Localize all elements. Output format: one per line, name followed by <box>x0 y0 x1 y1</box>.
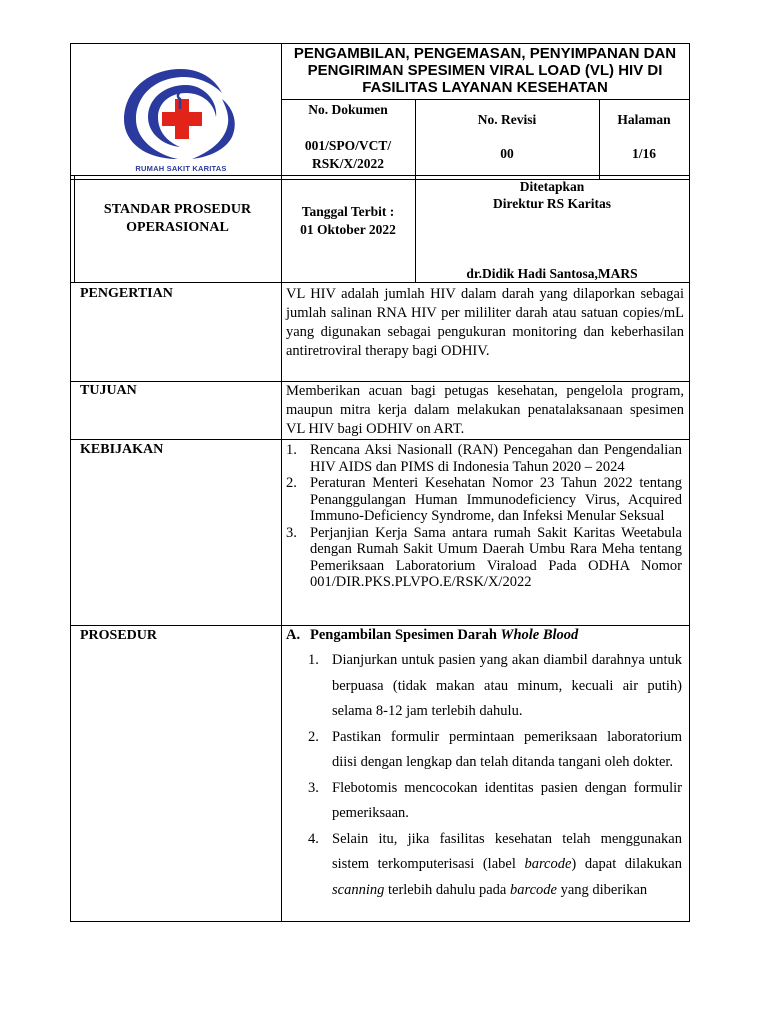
doc-number-value-2: RSK/X/2022 <box>311 156 384 171</box>
prosedur-list <box>308 648 682 903</box>
revision-cell <box>415 111 599 163</box>
title-line-1: PENGAMBILAN, PENGEMASAN, PENYIMPANAN DAN <box>293 45 677 62</box>
prosedur-label: PROSEDUR <box>80 628 158 643</box>
kebijakan-label: KEBIJAKAN <box>80 442 164 457</box>
page-value: 1/16 <box>631 146 656 161</box>
sop-label <box>74 201 281 237</box>
logo-text: RUMAH SAKIT KARITAS <box>135 164 227 173</box>
prosedur-subheading: A. Pengambilan Spesimen Darah Whole Blood <box>286 627 579 643</box>
page-cell <box>599 111 689 163</box>
list-item: 1. Dianjurkan untuk pasien yang akan diambil darahnya untuk berpuasa (tidak makan atau minum, kecuali air putih) selama 8-12 jam terlebih dahulu. <box>308 652 682 719</box>
tujuan-text: Memberikan acuan bagi petugas kesehatan, pengelola program, maupun mitra kerja dalam melakukan penatalaksanaan spesimen VL HIV bagi ODHIV on ART. <box>286 383 684 437</box>
document-title <box>281 45 689 96</box>
title-line-2: PENGIRIMAN SPESIMEN VIRAL LOAD (VL) HIV DI <box>307 62 663 79</box>
title-line-3: FASILITAS LAYANAN KESEHATAN <box>362 79 608 96</box>
revision-value: 00 <box>500 146 514 161</box>
list-item: 2. Peraturan Menteri Kesehatan Nomor 23 Tahun 2022 tentang Penanggulangan Human Immunodeficiency Virus, Acquired Immuno-Deficiency Syndrome, dan Infeksi Menular Seksual <box>286 475 682 524</box>
page-label: Halaman <box>617 112 671 127</box>
hospital-logo <box>118 63 244 175</box>
pengertian-text: VL HIV adalah jumlah HIV dalam darah yang dilaporkan sebagai jumlah salinan RNA HIV per mililiter darah atau satuan copies/mL yang digunakan sebagai pengukuran monitoring dan keberhasilan antiretroviral therapy bagi ODHIV. <box>286 286 684 359</box>
revision-label: No. Revisi <box>477 112 537 127</box>
tujuan-label: TUJUAN <box>80 383 137 398</box>
sop-label-line-1: STANDAR PROSEDUR <box>103 202 252 217</box>
pengertian-label: PENGERTIAN <box>80 286 173 301</box>
issued-date-cell <box>281 203 415 239</box>
doc-number-label: No. Dokumen <box>308 102 388 117</box>
list-item: 3. Perjanjian Kerja Sama antara rumah Sakit Karitas Weetabula dengan Rumah Sakit Umum Daerah Umbu Rara Meha tentang Pemeriksaan Laboratorium Viraload Pada ODHA Nomor 001/DIR.PKS.PLVPO.E/RSK/X/2022 <box>286 524 682 590</box>
doc-number-value-1: 001/SPO/VCT/ <box>304 138 392 153</box>
list-item: 3. Flebotomis mencocokan identitas pasien dengan formulir pemeriksaan. <box>308 779 682 821</box>
issued-label: Tanggal Terbit : <box>301 204 395 219</box>
doc-number-cell <box>281 101 415 173</box>
approved-by: Direktur RS Karitas <box>493 196 611 211</box>
hospital-logo-icon <box>118 63 244 163</box>
issued-value: 01 Oktober 2022 <box>300 222 396 237</box>
approved-label: Ditetapkan <box>519 179 585 194</box>
list-item: 1. Rencana Aksi Nasionall (RAN) Pencegahan dan Pengendalian HIV AIDS dan PIMS di Indonesia Tahun 2020 – 2024 <box>286 442 682 475</box>
signatory-name: dr.Didik Hadi Santosa,MARS <box>466 266 638 281</box>
approval-cell <box>415 178 689 212</box>
kebijakan-list <box>286 442 682 591</box>
list-item: 4. Selain itu, jika fasilitas kesehatan telah menggunakan sistem terkomputerisasi (label barcode) dapat dilakukan scanning terlebih dahulu pada barcode yang diberikan <box>308 830 682 898</box>
list-item: 2. Pastikan formulir permintaan pemeriksaan laboratorium diisi dengan lengkap dan telah ditanda tangani oleh dokter. <box>308 728 682 770</box>
sop-label-line-2: OPERASIONAL <box>126 220 229 235</box>
